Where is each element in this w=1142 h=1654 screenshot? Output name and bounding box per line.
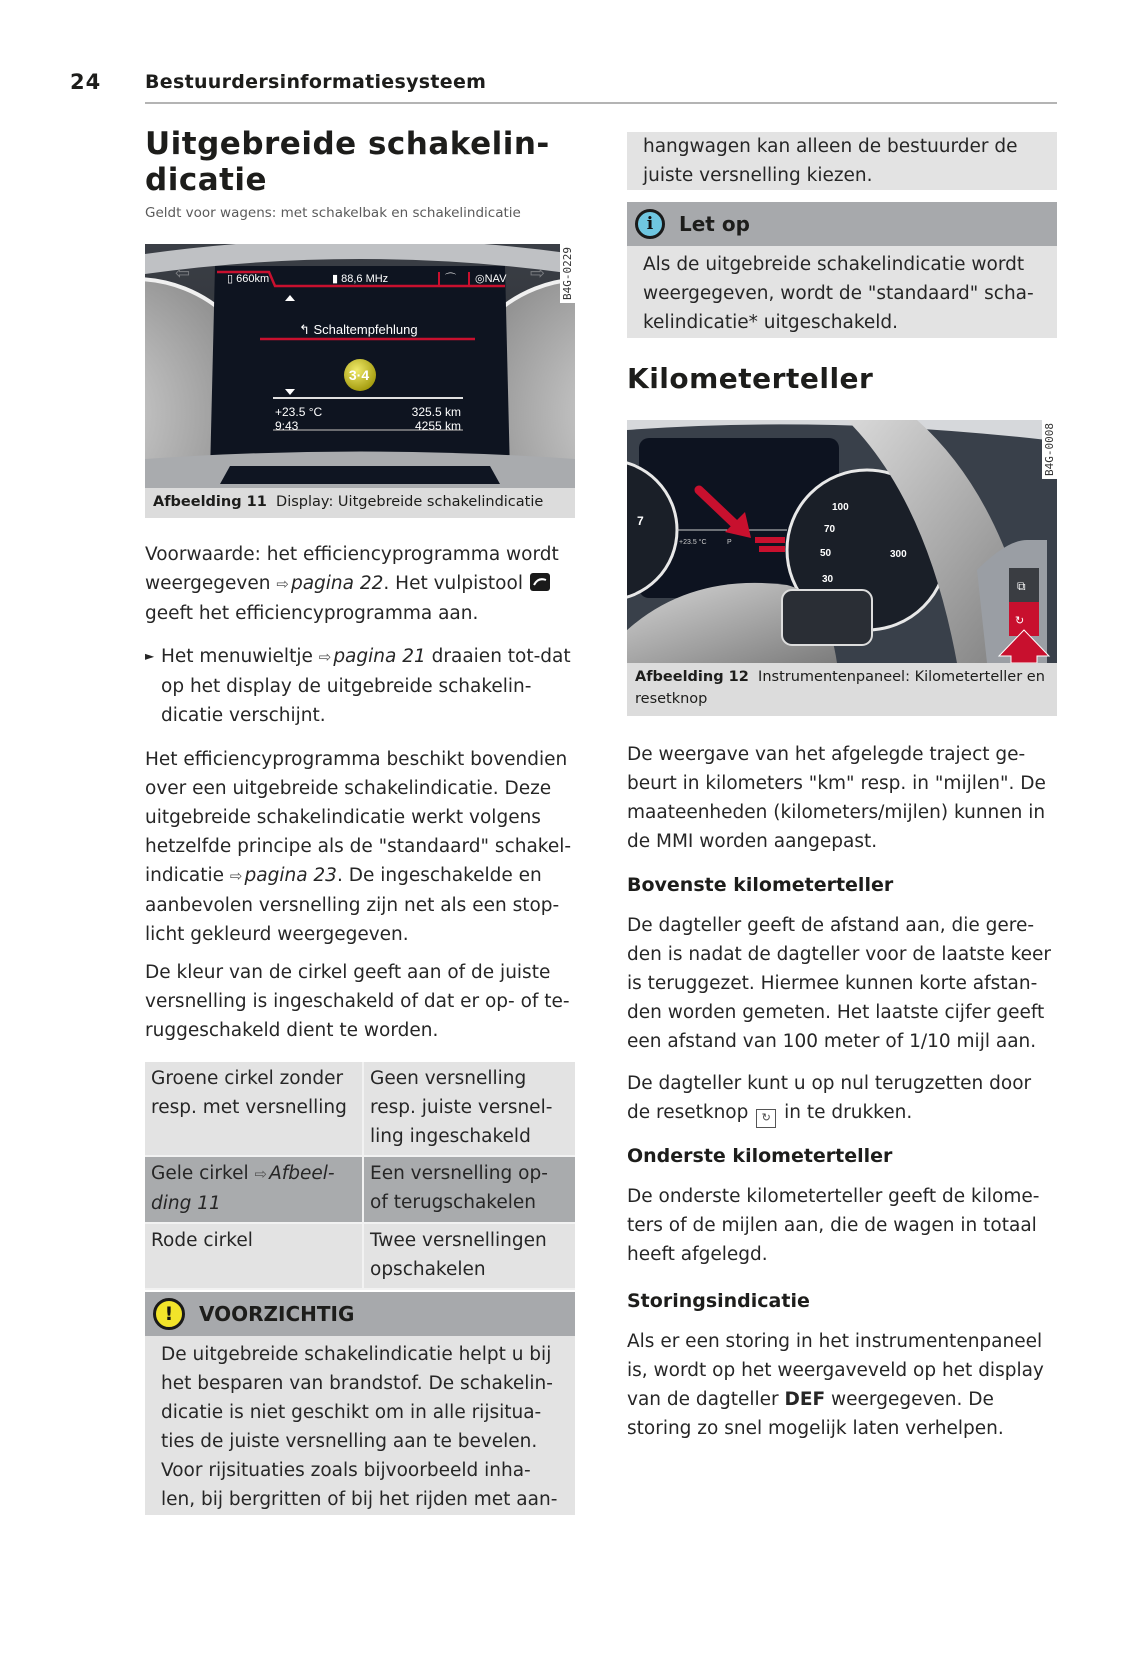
note-box [627, 202, 1057, 338]
caption-text: Display: Uitgebreide schakelindicatie [276, 494, 544, 510]
figure-12-image [627, 420, 1057, 663]
step-bullet-icon: ► [145, 649, 155, 663]
caution-continued-text: hangwagen kan alleen de bestuurder de juiste versnelling kiezen. [643, 136, 1018, 186]
body-paragraph: Het efficiencyprogramma beschikt bovendien over een uitgebreide schakelindicatie. Deze uitgebreide schakelindicatie werkt volgens hetzelfde principe als de "standaard" schakel-indicatie ⇨ pagina 23. De ingeschakelde en aanbevolen versnelling zijn net als een stop-licht gekleurd weergegeven. [145, 749, 572, 945]
body-paragraph: De onderste kilometerteller geeft de kilome-ters of de mijlen aan, die de wagen in totaal heeft afgelegd. [627, 1186, 1040, 1265]
instruction-step: ► Het menuwieltje ⇨ pagina 21 draaien tot-dat op het display de uitgebreide schakelin-dicatie verschijnt. [145, 642, 575, 730]
cross-reference-arrow-icon: ⇨ [276, 575, 289, 593]
odometer-illustration [627, 420, 1057, 663]
figure-id-label: B4G-0008 [1042, 420, 1057, 479]
header-rule [145, 102, 1057, 104]
svg-text:7: 7 [637, 514, 644, 528]
caution-heading: VOORZICHTIG [199, 1302, 355, 1326]
table-cell: Een versnelling op- of terugschakelen [363, 1156, 575, 1223]
table-cell: Rode cirkel [145, 1223, 363, 1289]
table-row [145, 1062, 575, 1156]
svg-text:⌒: ⌒ [445, 273, 456, 285]
note-text: Als de uitgebreide schakelindicatie wordt weergegeven, wordt de "standaard" scha-kelindicatie* uitgeschakeld. [643, 254, 1034, 333]
caption-label: Afbeelding 12 [635, 669, 749, 685]
prerequisite-paragraph: Voorwaarde: het efficiencyprogramma wordt weergegeven ⇨ pagina 22. Het vulpistool geeft het efficiencyprogramma aan. [145, 544, 559, 624]
svg-text:⇨: ⇨ [530, 263, 546, 284]
body-paragraph: De kleur van de cirkel geeft aan of de juiste versnelling is ingeschakeld of dat er op- of te-ruggeschakeld dient te worden. [145, 962, 570, 1041]
svg-text:⇦: ⇦ [175, 263, 191, 284]
svg-text:↻: ↻ [1015, 614, 1025, 627]
svg-text:⧉: ⧉ [1017, 579, 1026, 593]
figure-11-image [145, 244, 575, 488]
svg-text:70: 70 [824, 524, 836, 535]
info-icon: i [635, 209, 665, 239]
svg-text:300: 300 [890, 549, 907, 560]
cross-reference-arrow-icon: ⇨ [318, 648, 332, 666]
svg-text:100: 100 [832, 502, 849, 513]
svg-text:325.5 km: 325.5 km [411, 405, 461, 419]
caution-text: De uitgebreide schakelindicatie helpt u bij het besparen van brandstof. De schakelin-dicatie is niet geschikt om in alle rijsitua-ties de juiste versnelling aan te bevelen. Voor rijsituaties zoals bijvoorbeeld inha-len, bij bergritten of bij het rijden met aan- [161, 1344, 558, 1510]
caution-box [145, 1292, 575, 1515]
def-indicator: DEF [784, 1389, 826, 1410]
note-header [627, 202, 1057, 246]
applicability-note: Geldt voor wagens: met schakelbak en schakelindicatie [145, 205, 521, 221]
cross-reference-arrow-icon: ⇨ [254, 1165, 268, 1183]
body-paragraph: De weergave van het afgelegde traject ge-beurt in kilometers "km" resp. in "mijlen". De maateenheden (kilometers/mijlen) kunnen in de MMI worden aangepast. [627, 744, 1046, 852]
subheading-onderste: Onderste kilometerteller [627, 1145, 893, 1167]
caution-continued-box [627, 132, 1057, 190]
section-title [145, 126, 585, 198]
svg-text:9:43: 9:43 [275, 419, 299, 433]
cross-reference-arrow-icon: ⇨ [229, 867, 243, 885]
svg-text:4255 km: 4255 km [414, 419, 461, 433]
svg-text:↰ Schaltempfehlung: ↰ Schaltempfehlung [299, 322, 418, 337]
svg-text:+23.5 °C: +23.5 °C [679, 539, 707, 546]
svg-text:▯ 660km: ▯ 660km [227, 273, 270, 285]
kilometerteller-heading: Kilometerteller [627, 362, 874, 395]
fuel-pump-icon [529, 572, 551, 592]
page-link[interactable]: pagina 23 [244, 865, 337, 886]
svg-text:3·4: 3·4 [348, 367, 370, 383]
body-paragraph: De dagteller kunt u op nul terugzetten door de resetknop ↻ in te drukken. [627, 1069, 1057, 1128]
reset-button-icon: ↻ [756, 1109, 776, 1128]
table-cell: Geen versnelling resp. juiste versnel-ling ingeschakeld [363, 1062, 575, 1156]
page-number: 24 [70, 70, 102, 94]
page-link[interactable]: pagina 22 [290, 573, 384, 594]
table-cell: Groene cirkel zonder resp. met versnelling [145, 1062, 363, 1156]
subheading-bovenste: Bovenste kilometerteller [627, 874, 894, 896]
note-heading: Let op [679, 212, 750, 236]
figure-11-caption [145, 488, 575, 518]
page-link[interactable]: pagina 21 [333, 646, 426, 667]
figure-id-label: B4G-0229 [560, 244, 575, 303]
caption-text: Instrumentenpaneel: Kilometerteller en resetknop [635, 669, 1045, 707]
svg-text:P: P [727, 539, 732, 546]
table-row [145, 1156, 575, 1223]
svg-text:+23.5 °C: +23.5 °C [275, 405, 323, 419]
svg-text:50: 50 [820, 548, 832, 559]
svg-text:◎NAV: ◎NAV [475, 273, 507, 285]
instrument-cluster-illustration [145, 244, 575, 488]
caution-header [145, 1292, 575, 1336]
table-row [145, 1223, 575, 1289]
title-line-2: dicatie [145, 162, 268, 198]
subheading-storing: Storingsindicatie [627, 1290, 810, 1312]
title-line-1: Uitgebreide schakelin- [145, 126, 550, 162]
svg-text:▮ 88,6 MHz: ▮ 88,6 MHz [332, 273, 389, 285]
running-title: Bestuurdersinformatiesysteem [145, 71, 487, 93]
svg-text:30: 30 [822, 574, 834, 585]
body-paragraph: De dagteller geeft de afstand aan, die gere-den is nadat de dagteller voor de laatste keer is teruggezet. Hiermee kunnen korte afstan-den worden gemeten. Het laatste cijfer geeft een afstand van 100 meter of 1/10 mijl aan. [627, 915, 1052, 1052]
figure-12-caption [627, 663, 1057, 716]
body-paragraph: Als er een storing in het instrumentenpaneel is, wordt op het weergaveveld op het display van de dagteller DEF weergegeven. De storing zo snel mogelijk laten verhelpen. [627, 1331, 1044, 1439]
table-cell: Twee versnellingen opschakelen [363, 1223, 575, 1289]
table-cell: Gele cirkel ⇨ Afbeel-ding 11 [145, 1156, 363, 1223]
figure-link[interactable]: Afbeel-ding 11 [151, 1163, 335, 1214]
circle-color-table [145, 1062, 575, 1290]
caption-label: Afbeelding 11 [153, 494, 267, 510]
warning-exclamation-icon: ! [153, 1298, 185, 1330]
